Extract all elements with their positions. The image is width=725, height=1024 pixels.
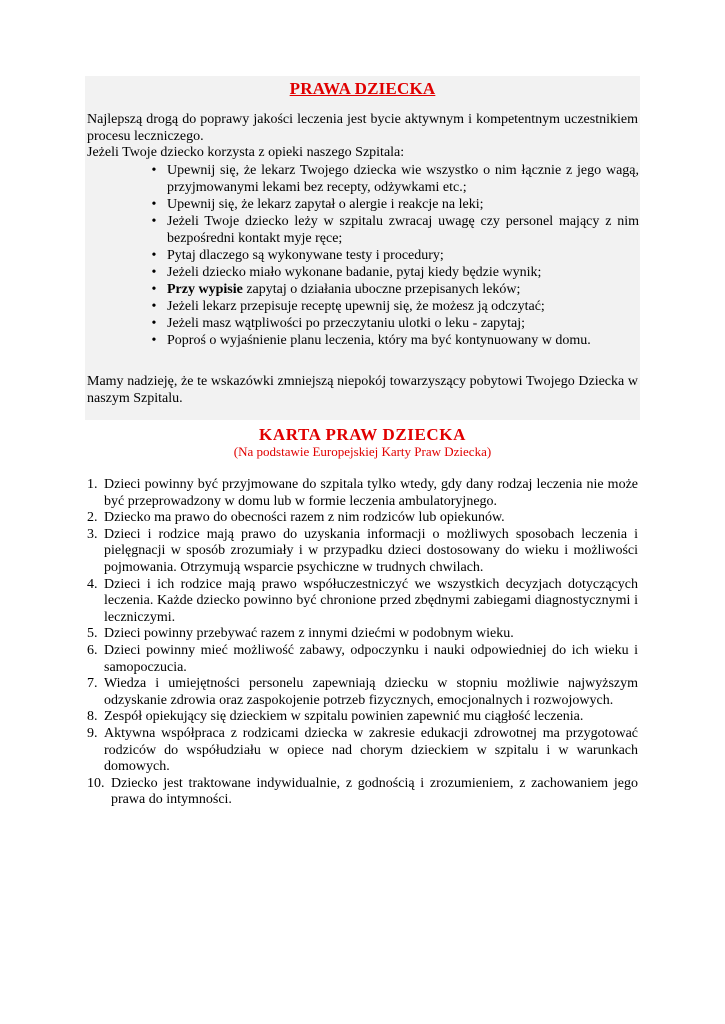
bullet-icon: • <box>151 333 157 348</box>
right-number: 5. <box>87 626 98 642</box>
right-text: Dzieci i ich rodzice mają prawo współuczestniczyć we wszystkich decyzjach dotyczących leczenia. Każde dziecko powinno być chronione przed zbędnymi zabiegami diagnostycznymi i leczniczymi. <box>104 576 638 625</box>
tips-list <box>147 162 639 349</box>
right-text: Zespół opiekujący się dzieckiem w szpitalu powinien zapewnić mu ciągłość leczenia. <box>104 709 584 725</box>
intro-paragraph: Najlepszą drogą do poprawy jakości leczenia jest bycie aktywnym i kompetentnym uczestnikiem procesu leczniczego. <box>87 112 638 144</box>
bullet-icon: • <box>151 197 157 212</box>
bullet-icon: • <box>151 299 157 314</box>
right-number: 6. <box>87 642 98 658</box>
tip-item: • Jeżeli Twoje dziecko leży w szpitalu zwracaj uwagę czy personel mający z nim bezpośredni kontakt myje ręce; <box>147 213 639 247</box>
bullet-icon: • <box>151 248 157 263</box>
right-item <box>87 626 638 643</box>
right-number: 10. <box>87 775 105 791</box>
right-item <box>87 709 638 726</box>
tip-item: • Upewnij się, że lekarz Twojego dziecka wie wszystko o nim łącznie z jego wagą, przyjmowanymi lekami bez recepty, odżywkami etc.; <box>147 162 639 196</box>
right-item <box>87 510 638 527</box>
page-title: PRAWA DZIECKA <box>289 79 436 98</box>
tip-item: • Poproś o wyjaśnienie planu leczenia, który ma być kontynuowany w domu. <box>147 332 639 349</box>
rights-list <box>87 477 638 809</box>
tip-item: • Jeżeli dziecko miało wykonane badanie, pytaj kiedy będzie wynik; <box>147 264 639 281</box>
charter-subtitle: (Na podstawie Europejskiej Karty Praw Dziecka) <box>233 444 492 459</box>
right-item <box>87 726 638 776</box>
right-item <box>87 477 638 510</box>
tip-item: • Upewnij się, że lekarz zapytał o alergie i reakcje na leki; <box>147 196 639 213</box>
bullet-icon: • <box>151 214 157 229</box>
intro-text <box>87 112 638 162</box>
bullet-icon: • <box>151 265 157 280</box>
right-number: 2. <box>87 510 98 526</box>
tip-item: • Pytaj dlaczego są wykonywane testy i procedury; <box>147 247 639 264</box>
tip-item: • Przy wypisie zapytaj o działania uboczne przepisanych leków; <box>147 281 639 298</box>
right-text: Dzieci powinny mieć możliwość zabawy, odpoczynku i nauki odpowiedniej do ich wieku i samopoczucia. <box>104 642 638 675</box>
right-item <box>87 643 638 676</box>
bullet-icon: • <box>151 282 157 297</box>
right-item <box>87 527 638 577</box>
right-number: 4. <box>87 576 98 592</box>
right-text: Dziecko jest traktowane indywidualnie, z godnością i zrozumieniem, z zachowaniem jego prawa do intymności. <box>111 775 638 808</box>
tip-item: • Jeżeli lekarz przepisuje receptę upewnij się, że możesz ją odczytać; <box>147 298 639 315</box>
charter-title: KARTA PRAW DZIECKA <box>259 425 466 444</box>
right-text: Dzieci powinny być przyjmowane do szpitala tylko wtedy, gdy dany rodzaj leczenia nie może być przeprowadzony w domu lub w formie leczenia ambulatoryjnego. <box>104 477 638 509</box>
right-item <box>87 577 638 627</box>
closing-paragraph: Mamy nadzieję, że te wskazówki zmniejszą niepokój towarzyszący pobytowi Twojego Dziecka w naszym Szpitalu. <box>87 374 638 406</box>
right-number: 7. <box>87 676 98 692</box>
right-item <box>87 676 638 709</box>
tip-emphasis: Przy wypisie <box>167 282 243 297</box>
right-number: 9. <box>87 725 98 741</box>
right-text: Dzieci i rodzice mają prawo do uzyskania informacji o możliwych sposobach leczenia i pielęgnacji w sposób zrozumiały i w przypadku dzieci dostosowany do wieku i możliwości pojmowania. Otrzymują wsparcie psychiczne w trudnych chwilach. <box>104 526 638 575</box>
right-item <box>87 776 638 809</box>
right-number: 8. <box>87 709 98 725</box>
right-text: Dziecko ma prawo do obecności razem z nim rodziców lub opiekunów. <box>104 510 505 526</box>
right-text: Aktywna współpraca z rodzicami dziecka w zakresie edukacji zdrowotnej ma przygotować rodziców do współudziału w opiece nad chorym dzieckiem w szpitalu i w warunkach domowych. <box>104 725 638 775</box>
right-text: Wiedza i umiejętności personelu zapewniają dziecku w stopniu możliwie najwyższym odzyskanie zdrowia oraz zaspokojenie potrzeb fizycznych, emocjonalnych i rozwojowych. <box>104 676 638 708</box>
bullet-icon: • <box>151 163 157 178</box>
right-number: 1. <box>87 477 98 492</box>
tip-item: • Jeżeli masz wątpliwości po przeczytaniu ulotki o leku - zapytaj; <box>147 315 639 332</box>
right-text: Dzieci powinny przebywać razem z innymi dziećmi w podobnym wieku. <box>104 626 514 642</box>
right-number: 3. <box>87 526 98 542</box>
bullet-icon: • <box>151 316 157 331</box>
intro-condition: Jeżeli Twoje dziecko korzysta z opieki naszego Szpitala: <box>87 145 405 160</box>
